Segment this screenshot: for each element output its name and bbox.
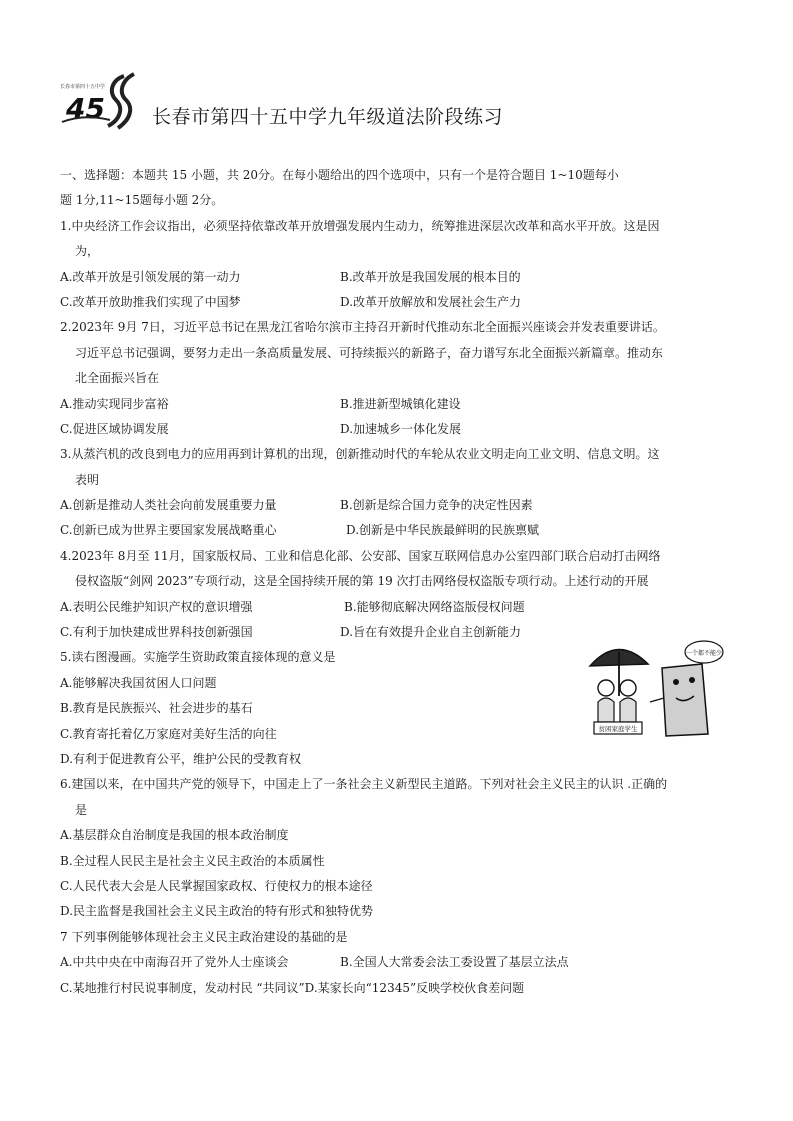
option-b[interactable]: B.改革开放是我国发展的根本目的 [340,269,521,284]
option-c[interactable]: C.促进区域协调发展 [60,421,169,436]
option-b[interactable]: B.教育是民族振兴、社会进步的基石 [60,701,253,716]
question-stem: 北全面振兴旨在 [75,371,160,386]
question-stem: 是 [75,802,88,817]
cartoon-illustration [584,638,724,744]
page-header [58,72,758,132]
question-stem: 习近平总书记强调，要努力走出一条高质量发展、可持续振兴的新路子，奋力谱写东北全面振兴新篇章。推动东 [75,345,664,360]
question-stem: 3.从蒸汽机的改良到电力的应用再到计算机的出现，创新推动时代的车轮从农业文明走向工业文明、信息文明。这 [60,447,660,462]
options-row [60,595,740,620]
section-instructions-cont: 题 1分,11~15题每小题 2分。 [60,193,224,208]
option-a[interactable]: A.中共中央在中南海召开了党外人士座谈会 [60,955,289,970]
logo-number: 45 [66,92,105,125]
option-a[interactable]: A.改革开放是引领发展的第一动力 [60,269,241,284]
option-b[interactable]: B.全国人大常委会法工委设置了基层立法点 [340,955,569,970]
options-row [60,976,740,1001]
question-stem: 1.中央经济工作会议指出，必须坚持依靠改革开放增强发展内生动力，统筹推进深层次改革和高水平开放。这是因 [60,218,660,233]
question-stem: 6.建国以来，在中国共产党的领导下，中国走上了一条社会主义新型民主道路。下列对社会主义民主的认识 .正确的 [60,777,668,792]
question-stem: 表明 [75,472,100,487]
options-row [60,518,740,543]
option-c[interactable]: C.有利于加快建成世界科技创新强国 [60,625,253,640]
option-d[interactable]: D.加速城乡一体化发展 [340,421,462,436]
school-logo [58,72,144,130]
option-b[interactable]: B.推进新型城镇化建设 [340,396,461,411]
option-a[interactable]: A.能够解决我国贫困人口问题 [60,675,217,690]
logo-caption: 长春市第四十五中学 [60,84,106,90]
exam-body [60,163,740,1001]
options-row [60,493,740,518]
option-a[interactable]: A.表明公民维护知识产权的意识增强 [60,599,253,614]
question-stem: 为， [75,244,100,259]
options-row [60,290,740,315]
option-d[interactable]: D.创新是中华民族最鲜明的民族禀赋 [346,523,540,538]
option-a[interactable]: A.基层群众自治制度是我国的根本政治制度 [60,828,289,843]
options-row [60,417,740,442]
option-c[interactable]: C.教育寄托着亿万家庭对美好生活的向往 [60,726,277,741]
option-d[interactable]: D.民主监督是我国社会主义民主政治的特有形式和独特优势 [60,904,374,919]
box-label: 贫困家庭学生 [598,725,638,733]
option-d[interactable]: D.旨在有效提升企业自主创新能力 [340,625,522,640]
question-stem: 5.读右图漫画。实施学生资助政策直接体现的意义是 [60,650,336,665]
option-c[interactable]: C.改革开放助推我们实现了中国梦 [60,294,241,309]
option-c[interactable]: C.创新已成为世界主要国家发展战略重心 [60,523,277,538]
speech-bubble-text: 一个都不能少 [685,650,723,657]
options-row [60,950,740,975]
question-stem: 侵权盗版“剑网 2023”专项行动，这是全国持续开展的第 19 次打击网络侵权盗版专项行动。上述行动的开展 [75,574,649,589]
option-b[interactable]: B.创新是综合国力竞争的决定性因素 [340,498,533,513]
option-a[interactable]: A.推动实现同步富裕 [60,396,169,411]
option-a[interactable]: A.创新是推动人类社会向前发展重要力量 [60,498,277,513]
option-c[interactable]: C.人民代表大会是人民掌握国家政权、行使权力的根本途径 [60,878,373,893]
option-d[interactable]: D.有利于促进教育公平，维护公民的受教育权 [60,751,302,766]
page-title: 长春市第四十五中学九年级道法阶段练习 [152,106,504,128]
option-c[interactable]: C.某地推行村民说事制度，发动村民 “共同议” [60,980,305,995]
child-figure [598,680,614,696]
section-instructions: 一、选择题：本题共 15 小题，共 20分。在每小题给出的四个选项中，只有一个是符合题目 1~10题每小 [60,168,619,182]
option-d[interactable]: D.某家长向“12345”反映学校伙食差问题 [304,980,525,995]
question-stem: 2.2023年 9月 7日，习近平总书记在黑龙江省哈尔滨市主持召开新时代推动东北全面振兴座谈会并发表重要讲话。 [60,320,665,335]
question-stem: 4.2023年 8月至 11月，国家版权局、工业和信息化部、公安部、国家互联网信息办公室四部门联合启动打击网络 [60,548,661,563]
options-row [60,265,740,290]
option-b[interactable]: B.全过程人民民主是社会主义民主政治的本质属性 [60,853,325,868]
option-d[interactable]: D.改革开放解放和发展社会生产力 [340,294,522,309]
options-row [60,392,740,417]
child-figure [620,680,636,696]
question-stem: 7 下列事例能够体现社会主义民主政治建设的基础的是 [60,929,348,944]
option-b[interactable]: B.能够彻底解决网络盗版侵权问题 [344,599,525,614]
